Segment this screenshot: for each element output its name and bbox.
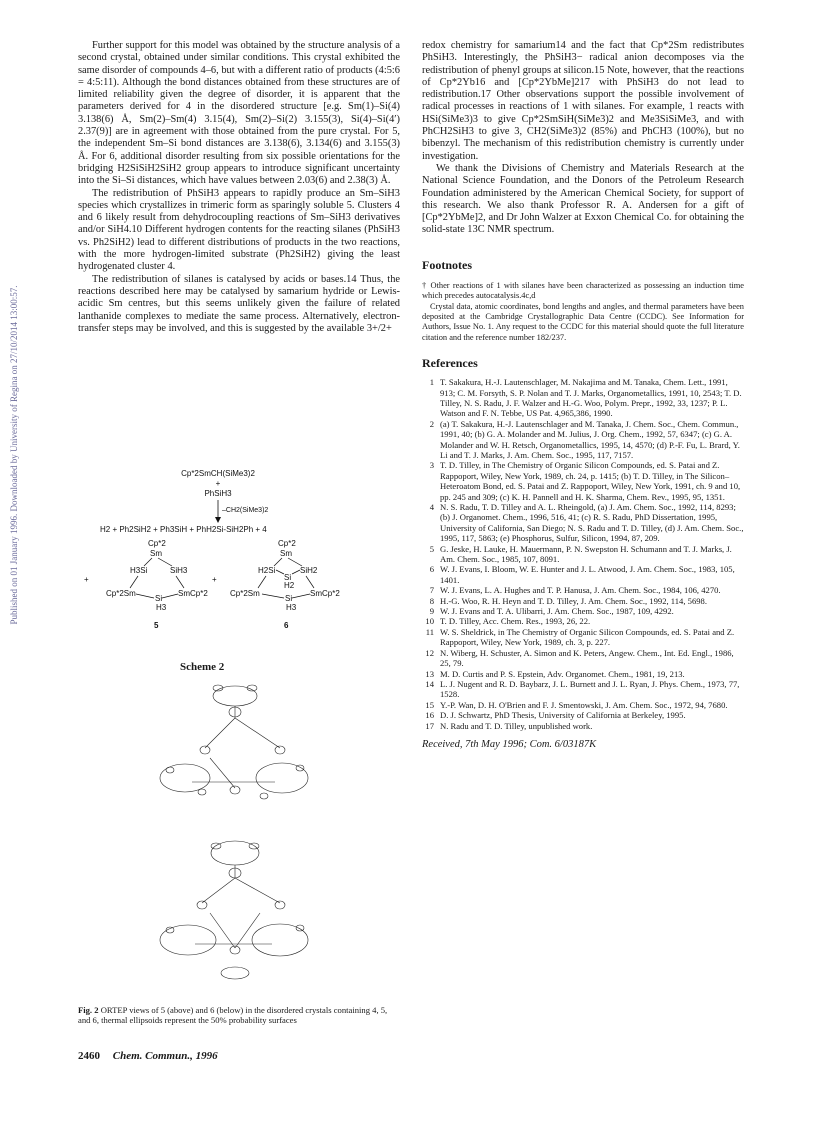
scheme-h2-mid: H2: [284, 581, 295, 590]
reference-item: [422, 627, 744, 648]
page-footer: [78, 1050, 218, 1062]
reference-item: [422, 502, 744, 544]
reference-text: D. J. Schwartz, PhD Thesis, University of California at Berkeley, 1995.: [440, 710, 686, 721]
bond: [258, 576, 266, 588]
bond: [144, 558, 152, 566]
reference-text: W. S. Sheldrick, in The Chemistry of Organic Silicon Compounds, ed. S. Patai and Z. Rappoport, Wiley, New York, 1989, ch. 3, p. 227.: [440, 626, 735, 648]
scheme-plus: +: [215, 479, 221, 488]
body-paragraph: The redistribution of PhSiH3 appears to rapidly produce an Sm–SiH3 species which crystallizes in trimeric form as sparingly soluble 5. Clusters 4 and 6 likely result from dehydrocoupling reactions of Sm–SiH3 derivatives and/or SiH4.10 Different hydrogen contents for the reacting silanes (PhSiH3 vs. Ph2SiH2) lead to different distributions of products in the two reactions, with the more hydrogen-limited substrate (Ph2SiH2) giving the least hydrogenated cluster 4.: [78, 187, 400, 273]
figure-caption-text: ORTEP views of 5 (above) and 6 (below) in the disordered crystals containing 4, 5, and 6, thermal ellipsoids represent the 50% probability surfaces: [78, 1005, 388, 1026]
reference-number: 15: [425, 699, 434, 710]
reference-item: [422, 616, 744, 626]
reference-item: [422, 419, 744, 461]
body-paragraph: The redistribution of silanes is catalysed by acids or bases.14 Thus, the reactions described here may be catalysed by samarium hydride or Lewis-acidic Sm centres, but this seems unlikely given the failure of related lanthanide complexes to mediate the same process. Alternatively, electron-transfer steps may be involved, and this is suggested by the available 3+/2+: [78, 273, 400, 334]
scheme-si-right: Si: [285, 594, 293, 603]
reference-number: 2: [429, 418, 434, 429]
bond: [292, 570, 300, 574]
scheme-cp-top-left: Cp*2: [148, 539, 166, 548]
reference-item: [422, 585, 744, 595]
references-heading: References: [422, 355, 478, 370]
reference-item: [422, 710, 744, 720]
scheme-si-mid: Si: [284, 573, 292, 582]
scheme-2-diagram: [84, 469, 360, 650]
received-date: Received, 7th May 1996; Com. 6/03187K: [422, 738, 597, 750]
reference-number: 12: [425, 647, 434, 658]
bond: [158, 558, 172, 566]
reference-text: N. Radu and T. D. Tilley, unpublished work.: [440, 720, 593, 731]
reference-text: Y.-P. Wan, D. H. O'Brien and F. J. Smentowski, J. Am. Chem. Soc., 1972, 94, 7680.: [440, 699, 728, 710]
scheme-plus-left: +: [84, 575, 89, 584]
reference-number: 6: [429, 564, 434, 575]
reference-number: 4: [429, 502, 434, 512]
reference-item: [422, 606, 744, 616]
download-watermark-text: Published on 01 January 1996. Downloaded by University of Regina on 27/10/2014 13:00:57.: [9, 285, 19, 625]
bond: [130, 576, 138, 588]
reference-item: [422, 544, 744, 565]
bond: [292, 594, 310, 598]
reference-number: 14: [425, 678, 434, 689]
reference-item: [422, 700, 744, 710]
scheme-sih2: SiH2: [300, 566, 318, 575]
bond: [262, 594, 284, 598]
scheme-smcp-right: SmCp*2: [310, 589, 340, 598]
reference-number: 16: [425, 710, 434, 721]
references-list: [422, 377, 744, 731]
reference-number: 17: [425, 720, 434, 731]
reference-text: W. J. Evans, L. A. Hughes and T. P. Hanusa, J. Am. Chem. Soc., 1984, 106, 4270.: [440, 585, 721, 596]
scheme-cp-sm-right: Cp*2Sm: [230, 589, 260, 598]
bond: [136, 594, 154, 598]
figure-caption: [78, 1005, 398, 1026]
reference-text: H.-G. Woo, R. H. Heyn and T. D. Tilley, J. Am. Chem. Soc., 1992, 114, 5698.: [440, 595, 707, 606]
body-paragraph: We thank the Divisions of Chemistry and Materials Research at the National Science Foundation, and the Donors of the Petroleum Research Foundation administered by the American Chemical Society, for support of this research. We also thank Professor R. A. Andersen for a gift of [Cp*2YbMe]2, and Dr John Walzer at Exxon Chemical Co. for obtaining the solid-state 13C NMR spectrum.: [422, 162, 744, 236]
scheme-plus-mid: +: [212, 575, 217, 584]
bond: [276, 570, 284, 574]
reference-text: W. J. Evans, I. Bloom, W. E. Hunter and J. L. Atwood, J. Am. Chem. Soc., 1983, 105, 1401.: [440, 564, 735, 585]
reference-item: [422, 721, 744, 731]
scheme-si-left: Si: [155, 594, 163, 603]
bond: [306, 576, 314, 588]
scheme-cp-sm-left: Cp*2Sm: [106, 589, 136, 598]
reference-item: [422, 377, 744, 419]
reference-text: W. J. Evans and T. A. Ulibarri, J. Am. Chem. Soc., 1987, 109, 4292.: [440, 606, 674, 617]
footnotes-heading: Footnotes: [422, 257, 472, 272]
compound-label-5: 5: [154, 621, 159, 630]
reference-text: N. S. Radu, T. D. Tilley and A. L. Rheingold, (a) J. Am. Chem. Soc., 1992, 114, 8293; (b) J. Organomet. Chem., 1996, 516, 41; (c) R. S. Radu, PhD Dissertation, 1995, University of California, San Diego; N. S. Radu and T. D. Tilley, (d) J. Am. Chem. Soc., 1995, 117, 5863; (e) Phosphorus, Sulfur, Silicon, 1994, 87, 209.: [440, 502, 744, 544]
scheme-h3-left: H3: [156, 603, 167, 612]
scheme-cp-top-right: Cp*2: [278, 539, 296, 548]
reference-item: [422, 596, 744, 606]
bond: [274, 558, 282, 566]
reference-number: 5: [429, 543, 434, 554]
reference-text: L. J. Nugent and R. D. Baybarz, J. L. Burnett and J. L. Ryan, J. Phys. Chem., 1973, 77, 1528.: [440, 678, 740, 700]
reference-text: M. D. Curtis and P. S. Epstein, Adv. Organomet. Chem., 1981, 19, 213.: [440, 668, 685, 679]
compound-label-6: 6: [284, 621, 289, 630]
reference-text: G. Jeske, H. Lauke, H. Mauermann, P. N. Swepston H. Schumann and T. J. Marks, J. Am. Chem. Soc., 1985, 107, 8091.: [440, 543, 732, 565]
reference-number: 9: [429, 606, 434, 617]
reference-number: 8: [429, 595, 434, 606]
figure-caption-label: Fig. 2: [78, 1005, 99, 1015]
bond: [162, 594, 178, 598]
scheme-h3si: H3Si: [130, 566, 148, 575]
ortep-molecule-6: [160, 841, 308, 979]
footnote: † Other reactions of 1 with silanes have been characterized as possessing an induction time which precedes autocatalysis.4c,d: [422, 281, 744, 301]
reaction-arrowhead: [215, 517, 221, 523]
scheme-smcp-left: SmCp*2: [178, 589, 208, 598]
reference-number: 1: [429, 377, 434, 388]
right-column: [422, 40, 744, 751]
scheme-h2si: H2Si: [258, 566, 276, 575]
scheme-products: H2 + Ph2SiH2 + Ph3SiH + PhH2Si-SiH2Ph + 4: [100, 525, 267, 534]
scheme-reactant: Cp*2SmCH(SiMe3)2: [181, 469, 255, 478]
reference-number: 11: [425, 626, 434, 637]
references-section: [422, 357, 744, 731]
journal-name: Chem. Commun., 1996: [112, 1050, 218, 1062]
page-number: 2460: [78, 1050, 100, 1062]
scheme-sm-left: Sm: [150, 549, 162, 558]
footnotes-section: [422, 259, 744, 343]
reference-number: 7: [429, 585, 434, 596]
reference-number: 3: [429, 460, 434, 471]
left-column: [78, 40, 400, 335]
reference-text: T. D. Tilley, in The Chemistry of Organic Silicon Compounds, ed. S. Patai and Z. Rappoport, Wiley, New York, 1989, ch. 24, p. 1415; (b) T. D. Tilley, in The Silicon–Heteroatom Bond, ed. S. Patai and Z. Rappoport, Wiley, New York, 1991, ch. 9 and 10, pp. 245 and 309; (c) K. H. Pannell and H. K. Sharma, Chem. Rev., 1995, 95, 1351.: [440, 460, 741, 502]
reference-item: [422, 679, 744, 700]
reference-item: [422, 564, 744, 585]
scheme-reagent: PhSiH3: [204, 489, 232, 498]
reference-text: (a) T. Sakakura, H.-J. Lautenschlager and M. Tanaka, J. Chem. Soc., Chem. Commun., 1991, 40; (b) G. A. Molander and M. Julius, J. Org. Chem., 1992, 57, 6347; (c) G. A. Molander and W. H. Retsch, Organometallics, 1995, 14, 4570; (d) P.-F. Fu, L. Brard, Y. Li and T. J. Marks, J. Am. Chem. Soc., 1995, 117, 7157.: [440, 418, 740, 460]
scheme-sih3: SiH3: [170, 566, 188, 575]
reference-text: T. D. Tilley, Acc. Chem. Res., 1993, 26, 22.: [440, 616, 591, 627]
reference-item: [422, 460, 744, 502]
reference-text: N. Wiberg, H. Schuster, A. Simon and K. Peters, Angew. Chem., Int. Ed. Engl., 1986, 25, 79.: [440, 647, 734, 669]
scheme-arrow-label: –CH2(SiMe3)2: [222, 507, 269, 514]
scheme-title: Scheme 2: [180, 661, 225, 673]
ortep-molecule-5: [160, 685, 308, 799]
reference-item: [422, 669, 744, 679]
reference-number: 10: [425, 616, 434, 627]
reference-text: T. Sakakura, H.-J. Lautenschlager, M. Nakajima and M. Tanaka, Chem. Lett., 1991, 913; C. M. Forsyth, S. P. Nolan and T. J. Marks, Organometallics, 1991, 10, 2543; T. D. Tilley, N. S. Radu, J. F. Walzer and H.-G. Woo, Polym. Prepr., 1992, 33, 1237; P. L. Watson and F. N. Tebbe, US Pat. 4,965,386, 1990.: [440, 377, 742, 419]
body-paragraph: redox chemistry for samarium14 and the fact that Cp*2Sm redistributes PhSiH3. Interestingly, the PhSiH3− radical anion decomposes via the redistribution of phenyl groups at silicon.15 Note, however, that the reactions of Cp*2Yb16 and [Cp*2YbMe]217 with PhSiH3 do not lead to redistribution.17 Other observations support the possible involvement of radical processes in reactions of 1 with silanes. For example, 1 reacts with HSi(SiMe3)3 to give Cp*2SmSiH(SiMe3)2 and Me3SiSiMe3, and with PhCH2SiH3 to give 3, CH2(SiMe3)2 (85%) and PhCH3 (100%), but no bibenzyl. The mechanism of this redistribution chemistry is currently under investigation.: [422, 40, 744, 162]
download-watermark: [4, 250, 18, 670]
reference-item: [422, 648, 744, 669]
ortep-figure: [130, 678, 340, 988]
bond: [176, 576, 184, 588]
bond: [288, 558, 302, 566]
body-paragraph: Further support for this model was obtained by the structure analysis of a second crystal, obtained under similar conditions. This crystal exhibited the same disorder of compounds 4–6, but with a different ratio of products (4:5:6 = 4:5:11). Although the bond distances obtained from these structures are of limited reliability given the degree of disorder, it is apparent that the parameters derived for 4 in the disordered structure [e.g. Sm(1)–Si(4) 3.138(6) Å, Sm(2)–Sm(4) 3.15(4), Sm(2)–Si(2) 3.155(3), Si(4)–Si(4′) 2.37(9)] are in agreement with those obtained from the pure crystal. For 5, the independent Sm–Si bond distances are 3.138(6), 3.134(6) and 3.155(3) Å. For 6, additional disorder resulting from six possible orientations for the bridging H2SiSiH2SiH2 group appears to introduce significant uncertainty into the Si–Si distances, which have values between 2.03(6) and 2.38(3) Å.: [78, 40, 400, 187]
scheme-h3-right: H3: [286, 603, 297, 612]
scheme-sm-right: Sm: [280, 549, 292, 558]
reference-number: 13: [425, 668, 434, 679]
footnote: Crystal data, atomic coordinates, bond lengths and angles, and thermal parameters have been deposited at the Cambridge Crystallographic Data Centre (CCDC). See Information for Authors, Issue No. 1. Any request to the CCDC for this material should quote the full literature citation and the reference number 182/237.: [422, 301, 744, 342]
